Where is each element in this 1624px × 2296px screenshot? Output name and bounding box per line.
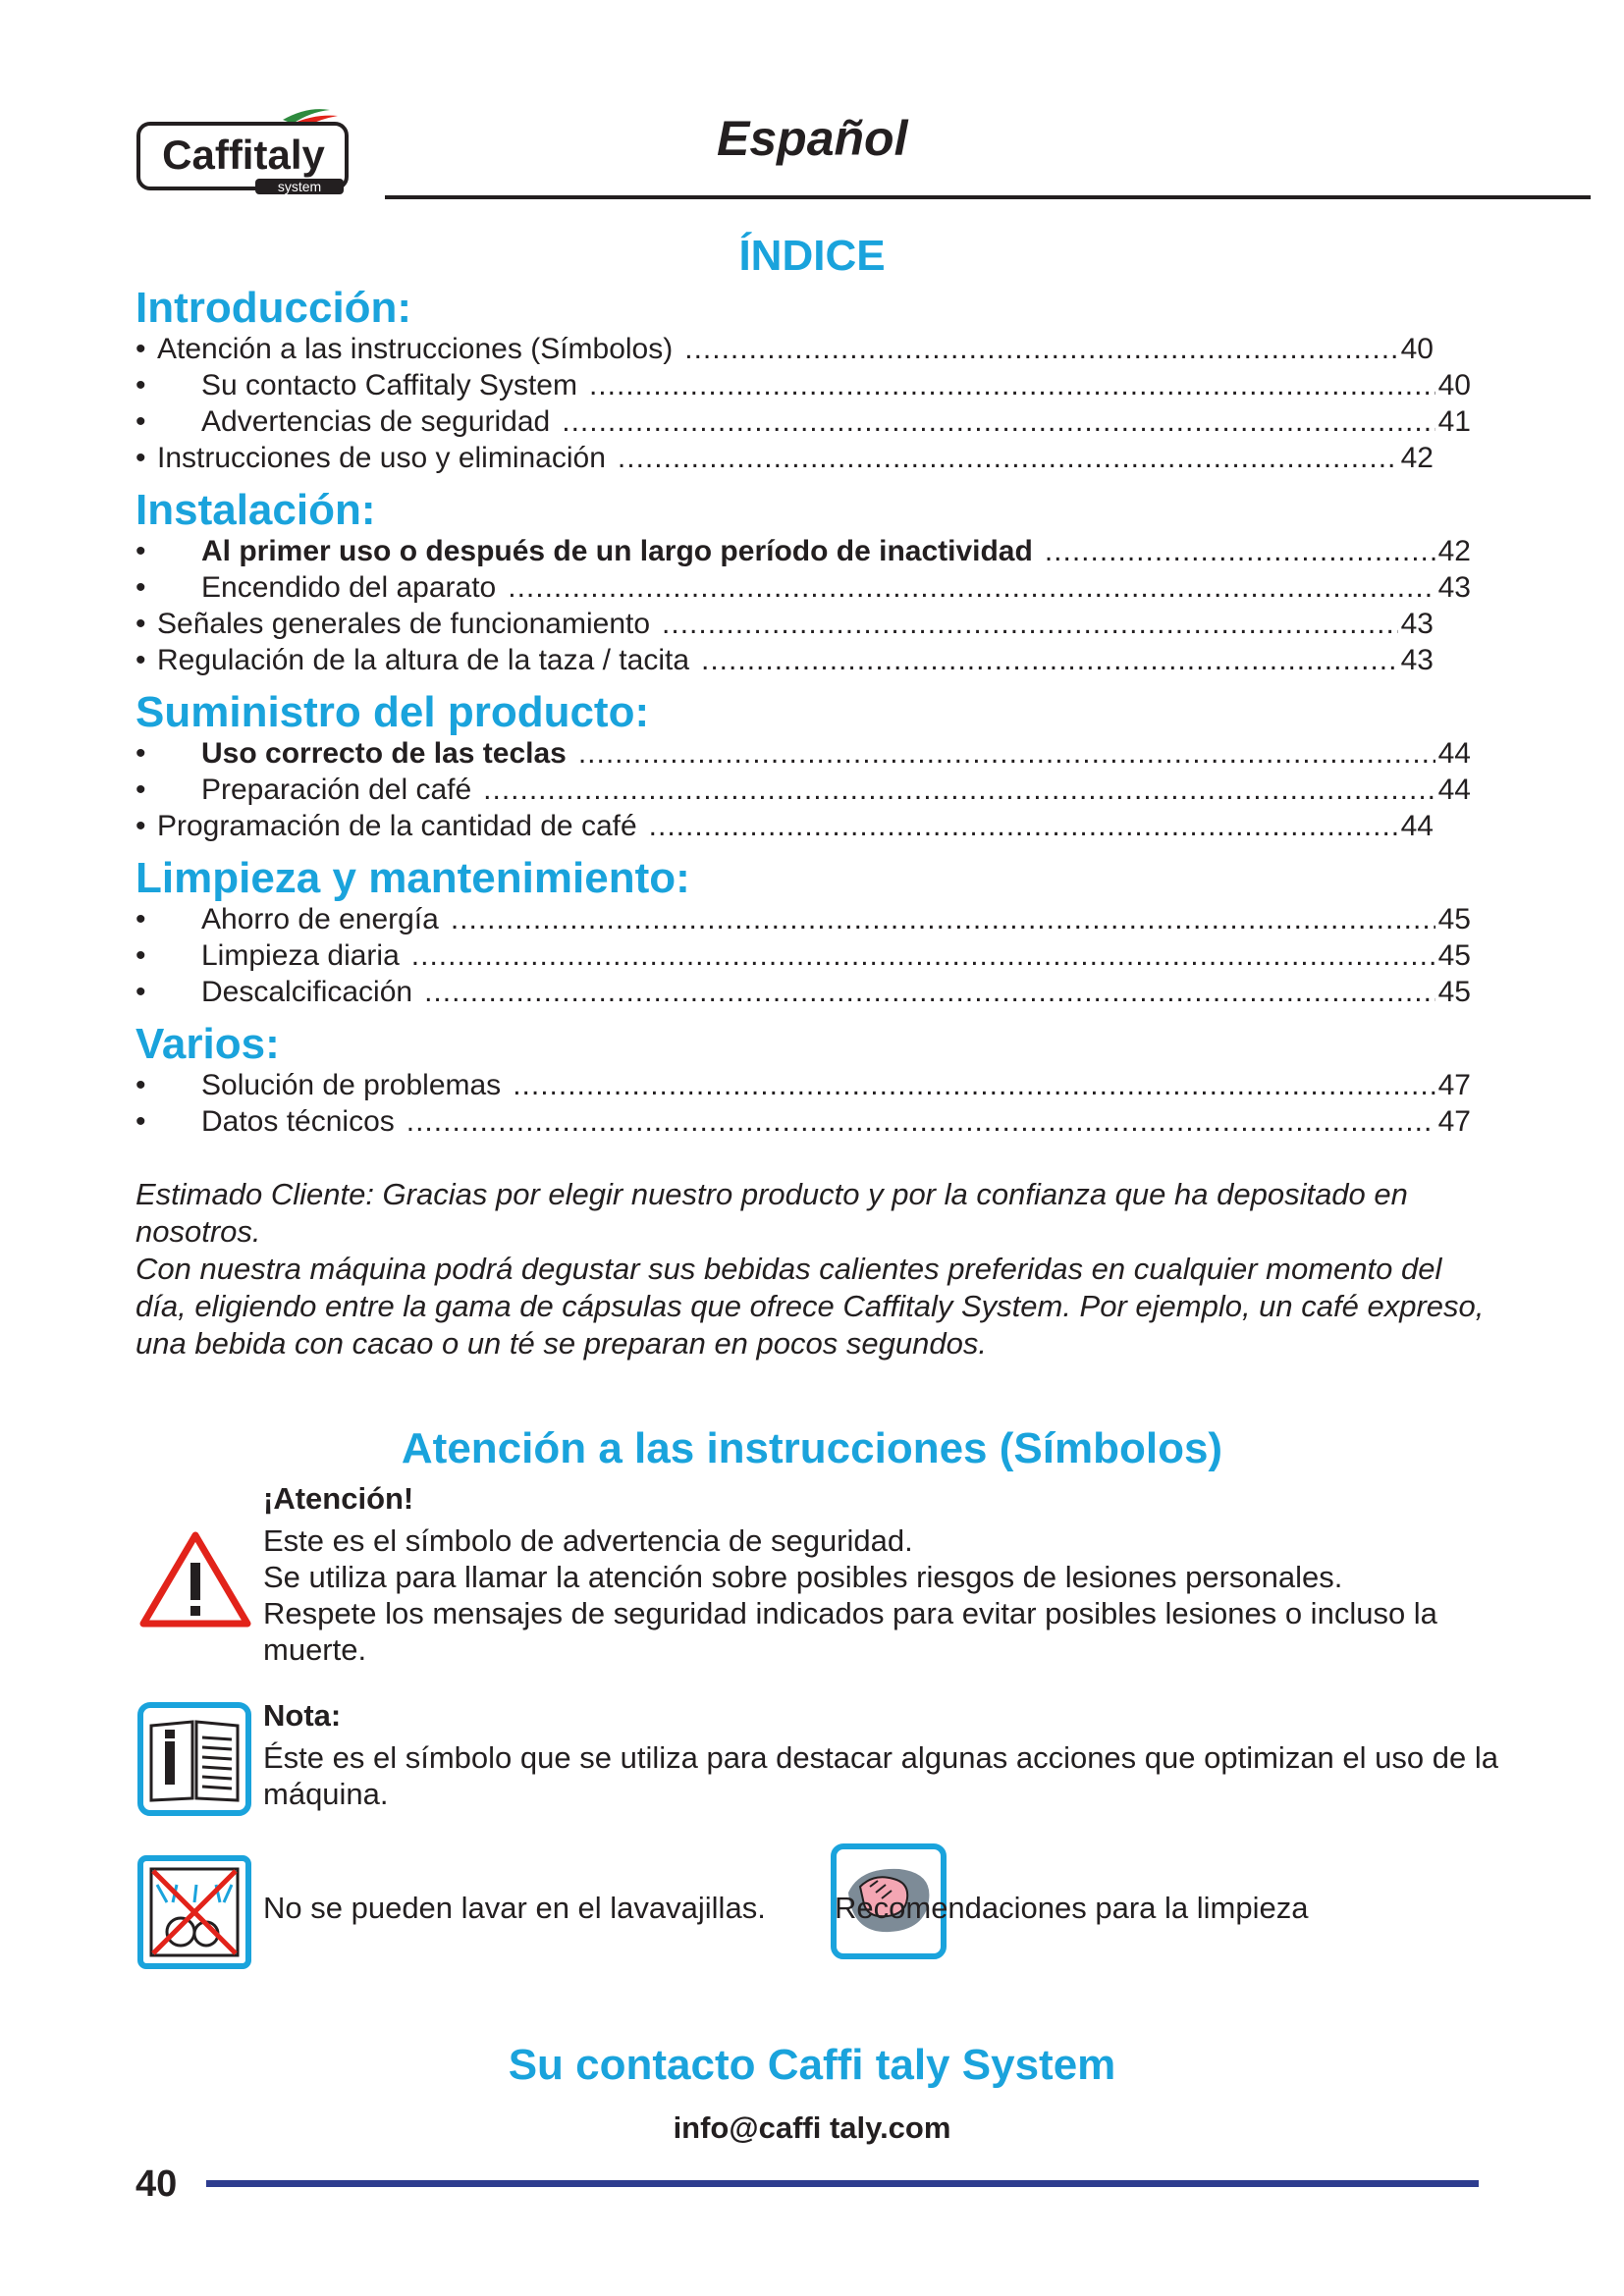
toc-entry-label: Al primer uso o después de un largo período de inactividad <box>201 535 1033 567</box>
toc-entry <box>135 1104 1471 1141</box>
toc-entry-label: Solución de problemas <box>201 1069 502 1101</box>
dot-leader <box>589 368 1435 403</box>
intro-greeting: Estimado Cliente: Gracias por elegir nuestro producto y por la confianza que ha depositado en nosotros. <box>135 1177 1408 1249</box>
bullet: • <box>135 1069 146 1101</box>
toc-entry-label: Instrucciones de uso y eliminación <box>157 442 606 474</box>
toc-entry-page: 41 <box>1437 405 1471 438</box>
toc-entry-label: Programación de la cantidad de café <box>157 810 637 842</box>
warning-block <box>263 1480 1500 1668</box>
toc-entry <box>135 736 1471 773</box>
toc-entry-label: Encendido del aparato <box>201 571 497 604</box>
toc-entry-label: Advertencias de seguridad <box>201 405 551 438</box>
bullet: • <box>135 810 146 842</box>
bullet: • <box>135 535 146 567</box>
dot-leader <box>662 607 1398 642</box>
warning-line: Respete los mensajes de seguridad indicados para evitar posibles lesiones o incluso la muerte. <box>263 1596 1437 1667</box>
warning-heading: ¡Atención! <box>263 1481 414 1516</box>
contact-title: Su contacto Caffi taly System <box>508 2041 1116 2089</box>
toc-entry-page: 43 <box>1400 644 1434 676</box>
dot-leader <box>684 332 1397 367</box>
note-text: Éste es el símbolo que se utiliza para destacar algunas acciones que optimizan el uso de la máquina. <box>263 1740 1498 1811</box>
bullet: • <box>135 405 146 438</box>
toc-entry <box>135 809 1434 845</box>
contact-email: info@caffi taly.com <box>673 2110 951 2145</box>
warning-triangle-icon <box>139 1529 251 1628</box>
bullet: • <box>135 608 146 640</box>
dot-leader <box>578 736 1435 772</box>
dishwasher-warning-text: No se pueden lavar en el lavavajillas. <box>263 1891 766 1925</box>
toc-entry <box>135 368 1471 404</box>
bullet: • <box>135 333 146 365</box>
bullet: • <box>135 737 146 770</box>
dot-leader <box>451 902 1435 937</box>
bullet: • <box>135 903 146 935</box>
toc-entry <box>135 570 1471 607</box>
dot-leader <box>406 1104 1435 1140</box>
dot-leader <box>649 809 1398 844</box>
toc-section-title: Suministro del producto: <box>135 688 650 736</box>
warning-line: Se utiliza para llamar la atención sobre posibles riesgos de lesiones personales. <box>263 1560 1343 1594</box>
toc-entry-page: 43 <box>1400 608 1434 640</box>
toc-entry-label: Datos técnicos <box>201 1105 395 1138</box>
toc-entry <box>135 975 1471 1011</box>
toc-entry-page: 42 <box>1400 442 1434 474</box>
toc-entry-label: Preparación del café <box>201 774 472 806</box>
note-block <box>263 1697 1500 1812</box>
toc-entry-label: Ahorro de energía <box>201 903 439 935</box>
toc-section-title: Instalación: <box>135 486 376 534</box>
toc-section-title: Introducción: <box>135 284 412 332</box>
language-title: Español <box>717 111 908 166</box>
toc-section-title: Varios: <box>135 1020 280 1068</box>
toc-entry <box>135 902 1471 938</box>
toc-entry <box>135 332 1434 368</box>
bullet: • <box>135 571 146 604</box>
intro-paragraph <box>135 1176 1500 1362</box>
dot-leader <box>513 1068 1435 1103</box>
bullet: • <box>135 1105 146 1138</box>
bullet: • <box>135 644 146 676</box>
toc-entry-page: 40 <box>1437 369 1471 401</box>
toc-entry-page: 45 <box>1437 976 1471 1008</box>
info-book-icon <box>137 1702 251 1816</box>
toc-entry-label: Su contacto Caffitaly System <box>201 369 577 401</box>
bullet: • <box>135 369 146 401</box>
caffitaly-logo <box>135 102 353 196</box>
table-of-contents <box>135 285 1471 1141</box>
toc-entry <box>135 404 1471 441</box>
toc-entry-page: 45 <box>1437 903 1471 935</box>
toc-entry <box>135 441 1434 477</box>
bullet: • <box>135 976 146 1008</box>
warning-line: Este es el símbolo de advertencia de seguridad. <box>263 1523 913 1558</box>
toc-section-title: Limpieza y mantenimiento: <box>135 854 690 902</box>
no-dishwasher-icon <box>137 1855 251 1969</box>
logo-subtitle: system <box>277 179 322 194</box>
toc-entry-label: Regulación de la altura de la taza / tacita <box>157 644 690 676</box>
footer-divider <box>206 2180 1479 2187</box>
toc-entry <box>135 1068 1471 1104</box>
toc-entry-page: 44 <box>1400 810 1434 842</box>
toc-entry <box>135 773 1471 809</box>
page-number: 40 <box>135 2163 178 2205</box>
cleaning-recommendations-text: Recomendaciones para la limpieza <box>835 1891 1309 1925</box>
dot-leader <box>1045 534 1435 569</box>
toc-entry <box>135 607 1434 643</box>
toc-entry-page: 47 <box>1437 1069 1471 1101</box>
toc-entry-page: 43 <box>1437 571 1471 604</box>
note-heading: Nota: <box>263 1698 342 1733</box>
attention-section-title: Atención a las instrucciones (Símbolos) <box>401 1424 1223 1472</box>
toc-entry <box>135 938 1471 975</box>
toc-entry-label: Señales generales de funcionamiento <box>157 608 651 640</box>
toc-entry-page: 44 <box>1437 737 1471 770</box>
toc-entry-label: Atención a las instrucciones (Símbolos) <box>157 333 674 365</box>
dot-leader <box>562 404 1435 440</box>
dot-leader <box>508 570 1435 606</box>
toc-entry-label: Descalcificación <box>201 976 413 1008</box>
toc-entry-label: Limpieza diaria <box>201 939 400 972</box>
toc-entry-page: 47 <box>1437 1105 1471 1138</box>
toc-entry-page: 44 <box>1437 774 1471 806</box>
dot-leader <box>424 975 1435 1010</box>
index-title: ÍNDICE <box>738 232 886 280</box>
dot-leader <box>618 441 1398 476</box>
toc-entry <box>135 534 1471 570</box>
bullet: • <box>135 442 146 474</box>
dot-leader <box>483 773 1435 808</box>
intro-body: Con nuestra máquina podrá degustar sus bebidas calientes preferidas en cualquier momento del día, eligiendo entre la gama de cápsulas que ofrece Caffitaly System. Por ejemplo, un café expreso, una bebida con cacao o un té se preparan en pocos segundos. <box>135 1252 1485 1361</box>
dot-leader <box>411 938 1435 974</box>
logo-wordmark: Caffitaly <box>162 132 325 178</box>
bullet: • <box>135 939 146 972</box>
bullet: • <box>135 774 146 806</box>
toc-entry-page: 40 <box>1400 333 1434 365</box>
toc-entry-page: 42 <box>1437 535 1471 567</box>
toc-entry-label: Uso correcto de las teclas <box>201 737 567 770</box>
toc-entry <box>135 643 1434 679</box>
dot-leader <box>701 643 1398 678</box>
header-divider <box>385 195 1591 199</box>
toc-entry-page: 45 <box>1437 939 1471 972</box>
